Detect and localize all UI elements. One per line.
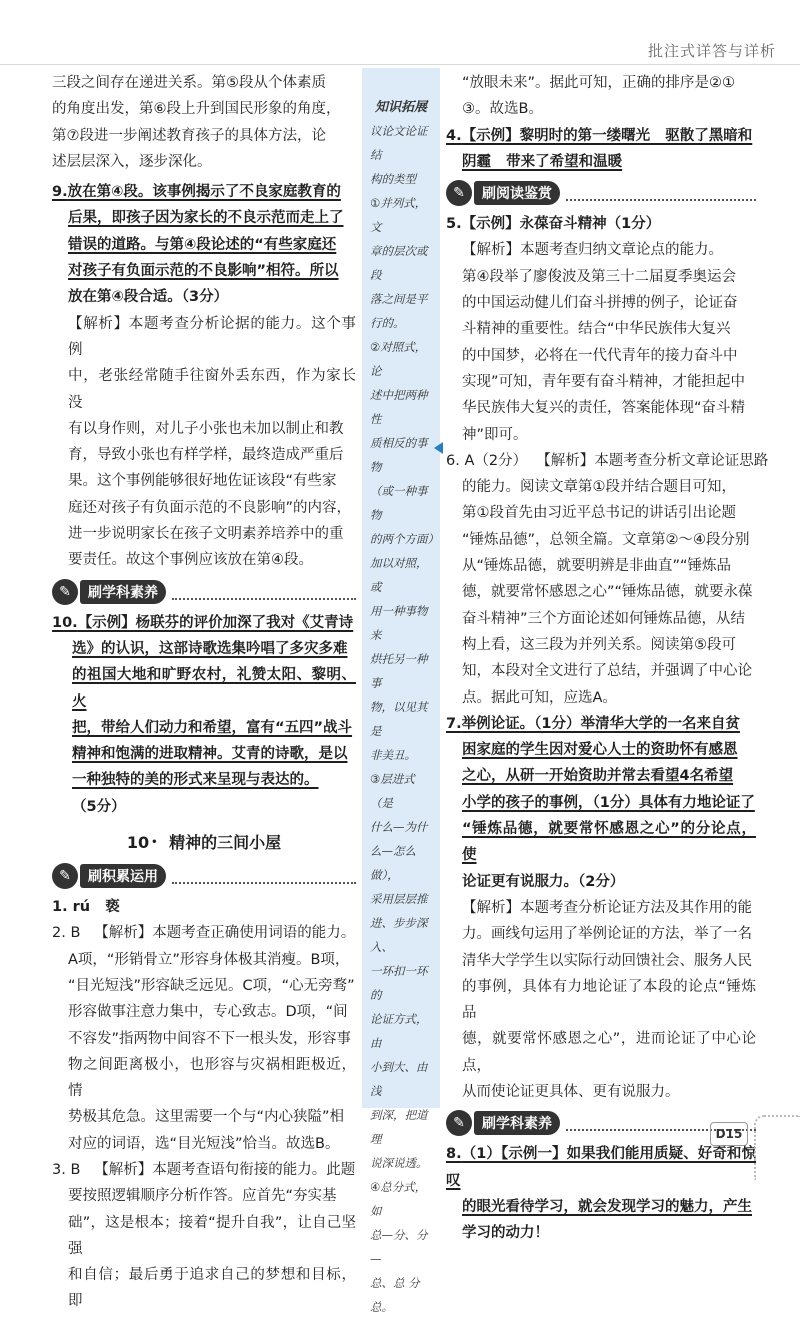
sidebar-line: 章的层次或段	[370, 244, 428, 282]
corner-decoration	[754, 1115, 800, 1180]
question-7	[446, 711, 756, 1105]
lesson-heading: 10 • 精神的三间小屋	[126, 833, 282, 853]
analysis-line: 知，本段对全文进行了总结，并强调了中心论	[462, 663, 752, 680]
right-column	[446, 70, 769, 1246]
analysis-line: 【解析】本题考查归纳文章论点的能力。	[462, 242, 723, 259]
analysis-line: 奋斗精神”三个方面论述如何锤炼品德，从结	[462, 610, 746, 627]
analysis-line: 3. B 【解析】本题考查语句衔接的能力。此题	[52, 1161, 356, 1178]
answer-line: 对孩子有负面示范的不良影响”相符。所以	[68, 263, 339, 280]
analysis-line: 和自信；最后勇于追求自己的梦想和目标，即	[68, 1267, 356, 1310]
question-number: 9.	[52, 184, 68, 201]
question-1: 1. rú 亵	[52, 899, 120, 916]
analysis-line: 中，老张经常随手往窗外丢东西，作为家长没	[68, 368, 356, 411]
analysis-line: 的能力。阅读文章第①段并结合题目可知，	[462, 479, 736, 496]
analysis-line: 【解析】本题考查分析论据的能力。这个事例	[68, 315, 356, 358]
analysis-line: 庭还对孩子有负面示范的不良影响”的内容，	[68, 499, 352, 516]
sidebar-line: 述中把两种性	[370, 388, 428, 426]
analysis-line: 点。据此可知，应选A。	[462, 689, 617, 706]
sidebar-line: ②对照式，论	[370, 340, 427, 378]
answer-line: 一种独特的美的形式来呈现与表达的。	[72, 772, 319, 789]
analysis-line: 华民族伟大复兴的责任，答案能体现“奋斗精	[462, 400, 746, 417]
sidebar-line: 质相反的事物	[370, 436, 428, 474]
question-number: 8.	[446, 1146, 462, 1163]
analysis-line: 进一步说明家长在孩子文明素养培养中的重	[68, 526, 344, 543]
lesson-title: 精神的三间小屋	[169, 833, 282, 853]
question-2	[52, 920, 356, 1157]
analysis-line: 础”，这是根本；接着“提升自我”，让自己坚强	[68, 1214, 356, 1257]
left-column	[52, 70, 356, 1315]
sidebar-line: 用一种事物来	[370, 604, 428, 642]
lesson-number: 10	[126, 833, 150, 853]
question-8	[446, 1141, 756, 1246]
answer-line: 学习的动力！	[462, 1225, 549, 1242]
answer-line: 4.【示例】黎明时的第一缕曙光 驱散了黑暗和	[446, 127, 753, 144]
analysis-line: 力。画线句运用了举例论证的方法，举了一名	[462, 926, 752, 943]
analysis-line: 物之间距离极小，也形容与灾祸相距极近，情	[68, 1056, 356, 1100]
section-banner-accumulation	[52, 862, 356, 890]
sidebar-line: 么—怎么做），	[370, 844, 416, 882]
answer-line: “锤炼品德，就要常怀感恩之心”的分论点，使	[462, 821, 756, 864]
sidebar-line: 论证方式，由	[370, 1012, 428, 1050]
answer-line: 5.【示例】永葆奋斗精神（1分）	[446, 216, 661, 233]
pointer-arrow-icon	[434, 442, 443, 454]
analysis-line: 形容做事注意力集中，专心致志。D项，“间	[68, 1004, 348, 1021]
intro-line: 的角度出发，第⑥段上升到国民形象的角度，	[52, 101, 341, 118]
dotted-divider	[172, 584, 356, 600]
intro-line: 第⑦段进一步阐述教育孩子的具体方法，论	[52, 127, 326, 144]
answer-line: （5分）	[72, 798, 126, 815]
question-9	[52, 179, 356, 573]
dotted-divider	[566, 185, 756, 201]
sidebar-line: 议论文论证结	[370, 124, 428, 162]
answer-line: 困家庭的学生因对爱心人士的资助怀有感恩	[462, 742, 738, 759]
sidebar-line: 落之间是平	[370, 292, 428, 306]
answer-line: 错误的道路。与第④段论述的“有些家庭还	[68, 236, 337, 253]
sidebar-line: 物，以见其是	[370, 700, 428, 738]
sidebar-line: 什么—为什	[370, 820, 428, 834]
analysis-line: 要按照逻辑顺序分析作答。应首先“夯实基	[68, 1188, 337, 1205]
analysis-line: “放眼未来”。据此可知，正确的排序是②①	[462, 75, 736, 91]
analysis-line: 的事例，具体有力地论证了本段的论点“锤炼品	[462, 978, 756, 1022]
question-3	[52, 1157, 356, 1315]
knowledge-sidebar	[362, 68, 440, 1314]
question-6	[446, 448, 769, 711]
analysis-line: 德，就要常怀感恩之心”，进而论证了中心论点，	[462, 1031, 756, 1074]
sidebar-line: 进、步步深入、	[370, 916, 428, 954]
answer-line: 把，带给人们动力和希望，富有“五四”战斗	[72, 719, 353, 736]
answer-line: 放在第④段合适。（3分）	[68, 289, 229, 306]
analysis-line: 清华大学学生以实际行动回馈社会、服务人民	[462, 952, 752, 969]
analysis-line: 【解析】本题考查分析论证方法及其作用的能	[462, 899, 752, 916]
analysis-line: 从“锤炼品德，就要明辨是非曲直”“锤炼品	[462, 558, 732, 575]
question-4	[446, 123, 756, 176]
question-number: 7.	[446, 715, 462, 732]
sidebar-line: 采用层层推	[370, 892, 428, 906]
sidebar-line: 烘托另一种事	[370, 652, 428, 690]
analysis-line: 2. B 【解析】本题考查正确使用词语的能力。	[52, 925, 356, 942]
section-banner-reading	[446, 179, 756, 207]
analysis-line: 对应的词语，选“目光短浅”恰当。故选B。	[68, 1135, 340, 1152]
answer-line: 小学的孩子的事例，（1分）具体有力地论证了	[462, 794, 755, 811]
page-number: D15	[710, 1122, 748, 1146]
question-number: 5.	[446, 216, 462, 233]
analysis-line: 的中国运动健儿们奋斗拼搏的例子，论证奋	[462, 295, 738, 312]
question-5	[446, 211, 756, 448]
analysis-line: A项，“形销骨立”形容身体极其消瘦。B项，	[68, 951, 350, 968]
answer-line: 选》的认识，这部诗歌选集吟唱了多灾多难	[72, 640, 348, 657]
answer-line: 之心，从研一开始资助并常去看望4名希望	[462, 768, 734, 785]
analysis-line: 构上看，这三段为并列关系。阅读第⑤段可	[462, 636, 736, 653]
sidebar-line: ④总分式，如	[370, 1180, 427, 1218]
analysis-line: 第④段举了廖俊波及第三十二届夏季奥运会	[462, 268, 736, 285]
section-label: 刷学科素养	[80, 580, 166, 604]
sidebar-line: 小到大、由浅	[370, 1060, 428, 1098]
analysis-line: 从而使论证更具体、更有说服力。	[462, 1083, 680, 1100]
answer-line: 的眼光看待学习，就会发现学习的魅力，产生	[462, 1198, 752, 1215]
answer-line: 9.放在第④段。该事例揭示了不良家庭教育的	[52, 184, 341, 201]
sidebar-line: （或一种事物	[370, 484, 428, 522]
header-title: 批注式详答与详析	[647, 42, 776, 60]
sidebar-line: 总、总 分 总。	[370, 1276, 420, 1314]
section-banner-literacy	[52, 578, 356, 606]
section-label: 刷学科素养	[474, 1111, 560, 1135]
question-number: 10.	[52, 614, 78, 631]
sidebar-line: 行的。	[370, 316, 405, 330]
intro-line: 述层层深入，逐步深化。	[52, 153, 212, 170]
book-icon: ✎	[52, 863, 78, 889]
book-icon: ✎	[446, 180, 472, 206]
analysis-line: 德，就要常怀感恩之心”“锤炼品德，就要永葆	[462, 584, 753, 601]
analysis-line: 不容发”指两物中间容不下一根头发，形容事	[68, 1030, 352, 1047]
answer-line: 10.【示例】杨联芬的评价加深了我对《艾青诗	[52, 614, 354, 631]
analysis-line: ③。故选B。	[462, 101, 543, 118]
sidebar-line: ①并列式，文	[370, 196, 427, 234]
sidebar-line: 构的类型	[370, 172, 416, 186]
sidebar-line: 到深，把道理	[370, 1108, 428, 1146]
answer-line: 7.举例论证。（1分）举清华大学的一名来自贫	[446, 715, 740, 732]
analysis-line: 育，导致小张也有样学样，最终造成严重后	[68, 447, 344, 464]
answer-line: 阴霾 带来了希望和温暖	[462, 153, 623, 170]
answer-line: 精神和饱满的进取精神。艾青的诗歌，是以	[72, 746, 348, 763]
answer-line: 的祖国大地和旷野农村，礼赞太阳、黎明、火	[72, 667, 356, 710]
analysis-line: “目光短浅”形容缺乏远见。C项，“心无旁骛”	[68, 977, 355, 994]
answer-line: 论证更有说服力。（2分）	[462, 873, 625, 890]
analysis-line: 要责任。故这个事例应该放在第④段。	[68, 552, 313, 569]
analysis-line: 实现”可知，青年要有奋斗精神，才能担起中	[462, 373, 746, 390]
sidebar-line: 一环扣一环的	[370, 964, 428, 1002]
book-icon: ✎	[446, 1110, 472, 1136]
analysis-line: 6. A（2分） 【解析】本题考查分析文章论证思路	[446, 452, 769, 469]
header-divider	[0, 64, 800, 65]
analysis-line: “锤炼品德”，总领全篇。文章第②～④段分别	[462, 531, 750, 548]
sidebar-line: 的两个方面）	[370, 532, 439, 546]
dotted-divider	[172, 868, 356, 884]
analysis-line: 第①段首先由习近平总书记的讲话引出论题	[462, 505, 736, 522]
section-label: 刷阅读鉴赏	[474, 181, 560, 205]
analysis-line: 的中国梦，必将在一代代青年的接力奋斗中	[462, 347, 738, 364]
answer-line: 8.（1）【示例一】如果我们能用质疑、好奇和惊叹	[446, 1146, 756, 1189]
sidebar-line: 说深说透。	[370, 1156, 428, 1170]
sidebar-line: 加以对照，或	[370, 556, 428, 594]
sidebar-text	[362, 115, 440, 1319]
book-icon: ✎	[52, 579, 78, 605]
analysis-line: 果。这个事例能够很好地佐证该段“有些家	[68, 473, 337, 490]
question-number: 4.	[446, 127, 462, 144]
answer-line: 后果，即孩子因为家长的不良示范而走上了	[68, 210, 344, 227]
sidebar-line: 总—分、分—	[370, 1228, 428, 1266]
question-10	[52, 610, 356, 820]
sidebar-title: 知识拓展	[374, 100, 427, 115]
intro-line: 三段之间存在递进关系。第⑤段从个体素质	[52, 75, 326, 91]
analysis-line: 有以身作则，对儿子小张也未加以制止和教	[68, 420, 344, 437]
sidebar-line: 非美丑。	[370, 748, 416, 762]
analysis-line: 斗精神的重要性。结合“中华民族伟大复兴	[462, 321, 731, 338]
analysis-line: 神”即可。	[462, 426, 528, 443]
section-label: 刷积累运用	[80, 864, 166, 888]
sidebar-line: ③层进式（是	[370, 772, 415, 810]
analysis-line: 势极其危急。这里需要一个与“内心狭隘”相	[68, 1109, 345, 1126]
